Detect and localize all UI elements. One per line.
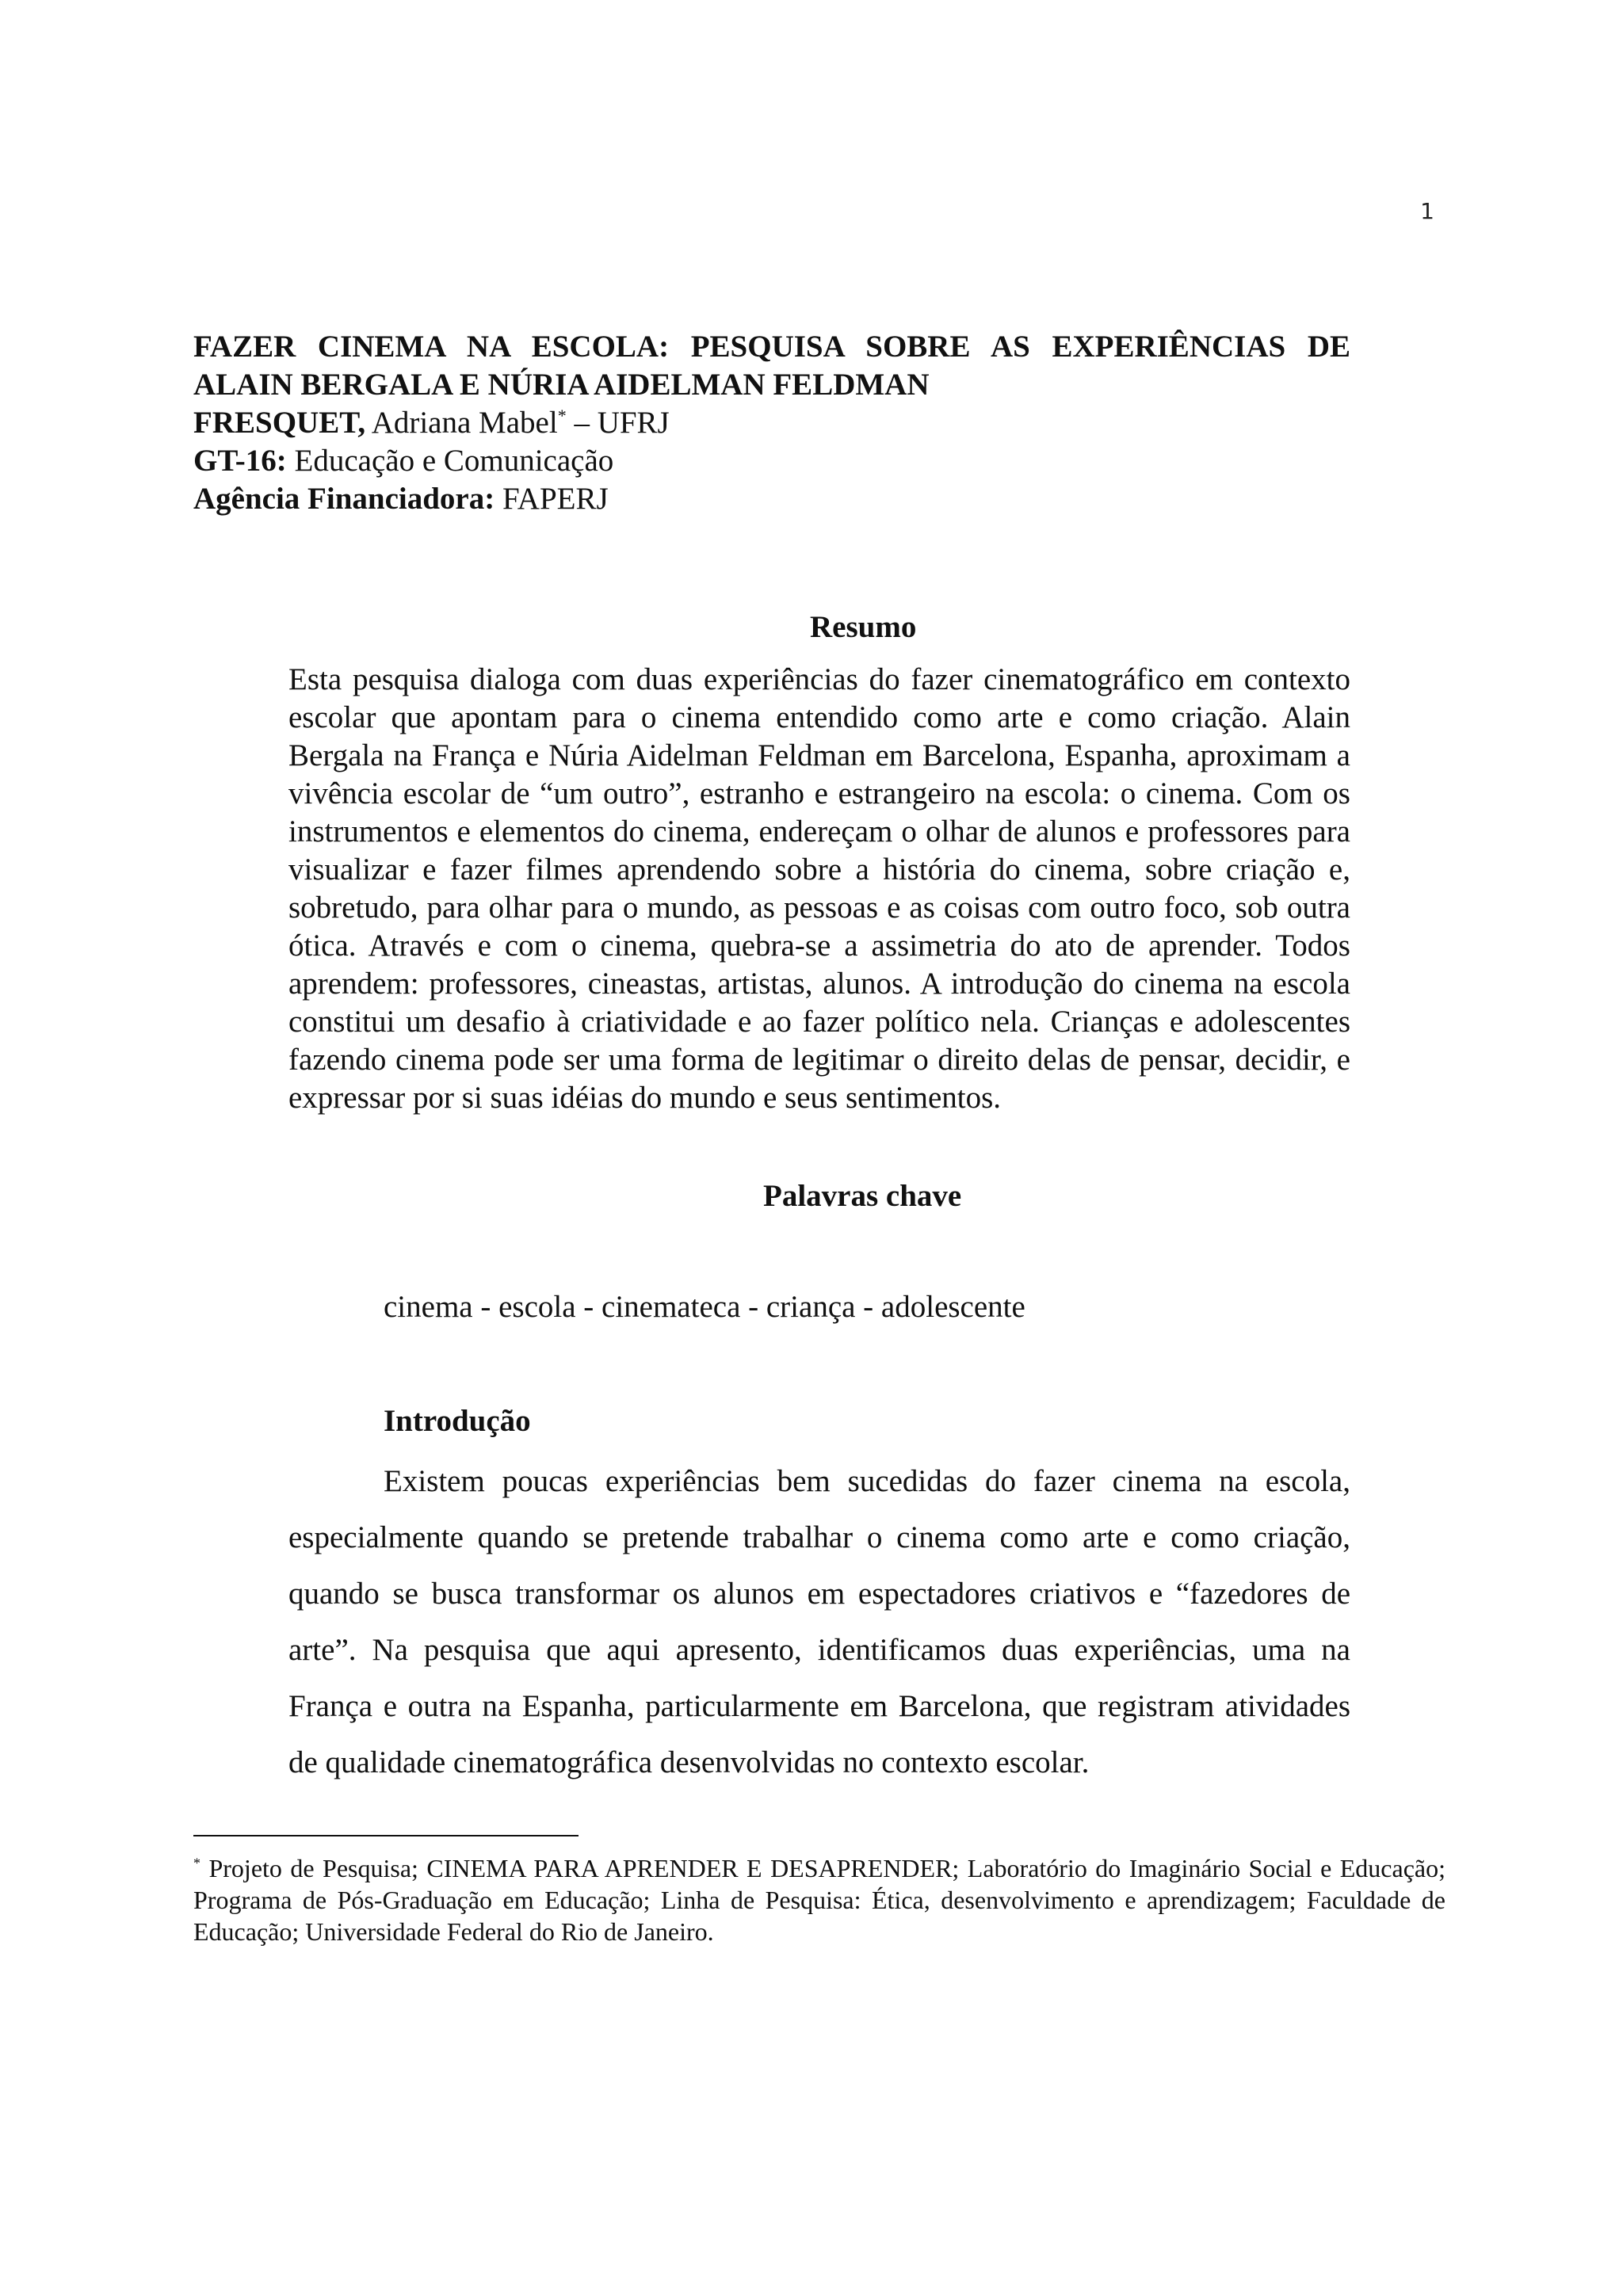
introduction-text: Existem poucas experiências bem sucedidas do fazer cinema na escola, especialmente quando se pretende trabalhar o cinema como arte e como criação, quando se busca transformar os alunos em espectadores criativos e “fazedores de arte”. Na pesquisa que aqui apresento, identificamos duas experiências, uma na França e outra na Espanha, particularmente em Barcelona, que registram atividades de qualidade cinematográfica desenvolvidas no contexto escolar. <box>288 1464 1350 1779</box>
author-footnote-marker: * <box>557 406 567 425</box>
author-affiliation: – UFRJ <box>574 406 670 440</box>
footnote <box>193 1852 1445 1947</box>
introduction-heading: Introdução <box>384 1404 531 1438</box>
paper-title-line-1: FAZER CINEMA NA ESCOLA: PESQUISA SOBRE AS EXPERIÊNCIAS DE <box>193 330 1350 364</box>
footnote-divider <box>193 1835 579 1836</box>
paper-header <box>193 328 1350 518</box>
footnote-text: Projeto de Pesquisa; CINEMA PARA APRENDER E DESAPRENDER; Laboratório do Imaginário Social e Educação; Programa de Pós-Graduação em Educação; Linha de Pesquisa: Ética, desenvolvimento e aprendizagem; Faculdade de Educação; Universidade Federal do Rio de Janeiro. <box>193 1854 1446 1946</box>
working-group-line <box>193 442 1350 480</box>
keywords-list: cinema - escola - cinemateca - criança - adolescente <box>384 1290 1025 1324</box>
abstract-text: Esta pesquisa dialoga com duas experiências do fazer cinematográfico em contexto escolar que apontam para o cinema entendido como arte e como criação. Alain Bergala na França e Núria Aidelman Feldman em Barcelona, Espanha, aproximam a vivência escolar de “um outro”, estranho e estrangeiro na escola: o cinema. Com os instrumentos e elementos do cinema, endereçam o olhar de alunos e professores para visualizar e fazer filmes aprendendo sobre a história do cinema, sobre criação e, sobretudo, para olhar para o mundo, as pessoas e as coisas com outro foco, sob outra ótica. Através e com o cinema, quebra-se a assimetria do ato de aprender. Todos aprendem: professores, cineastas, artistas, alunos. A introdução do cinema na escola constitui um desafio à criatividade e ao fazer político nela. Crianças e adolescentes fazendo cinema pode ser uma forma de legitimar o direito delas de pensar, decidir, e expressar por si suas idéias do mundo e seus sentimentos. <box>288 662 1350 1115</box>
author-given-name: Adriana Mabel <box>371 406 558 440</box>
footnote-marker: * <box>193 1855 200 1871</box>
author-surname: FRESQUET, <box>193 406 366 440</box>
keywords-heading: Palavras chave <box>763 1179 962 1213</box>
page-number: 1 <box>1420 198 1434 224</box>
working-group-label: GT-16: <box>193 444 287 478</box>
funding-agency-line <box>193 480 1350 518</box>
abstract-heading: Resumo <box>810 610 917 644</box>
working-group-value: Educação e Comunicação <box>294 444 614 478</box>
funding-agency-value: FAPERJ <box>502 482 609 516</box>
paper-title-line-2: ALAIN BERGALA E NÚRIA AIDELMAN FELDMAN <box>193 368 930 402</box>
funding-agency-label: Agência Financiadora: <box>193 482 495 516</box>
author-line <box>193 404 1350 442</box>
